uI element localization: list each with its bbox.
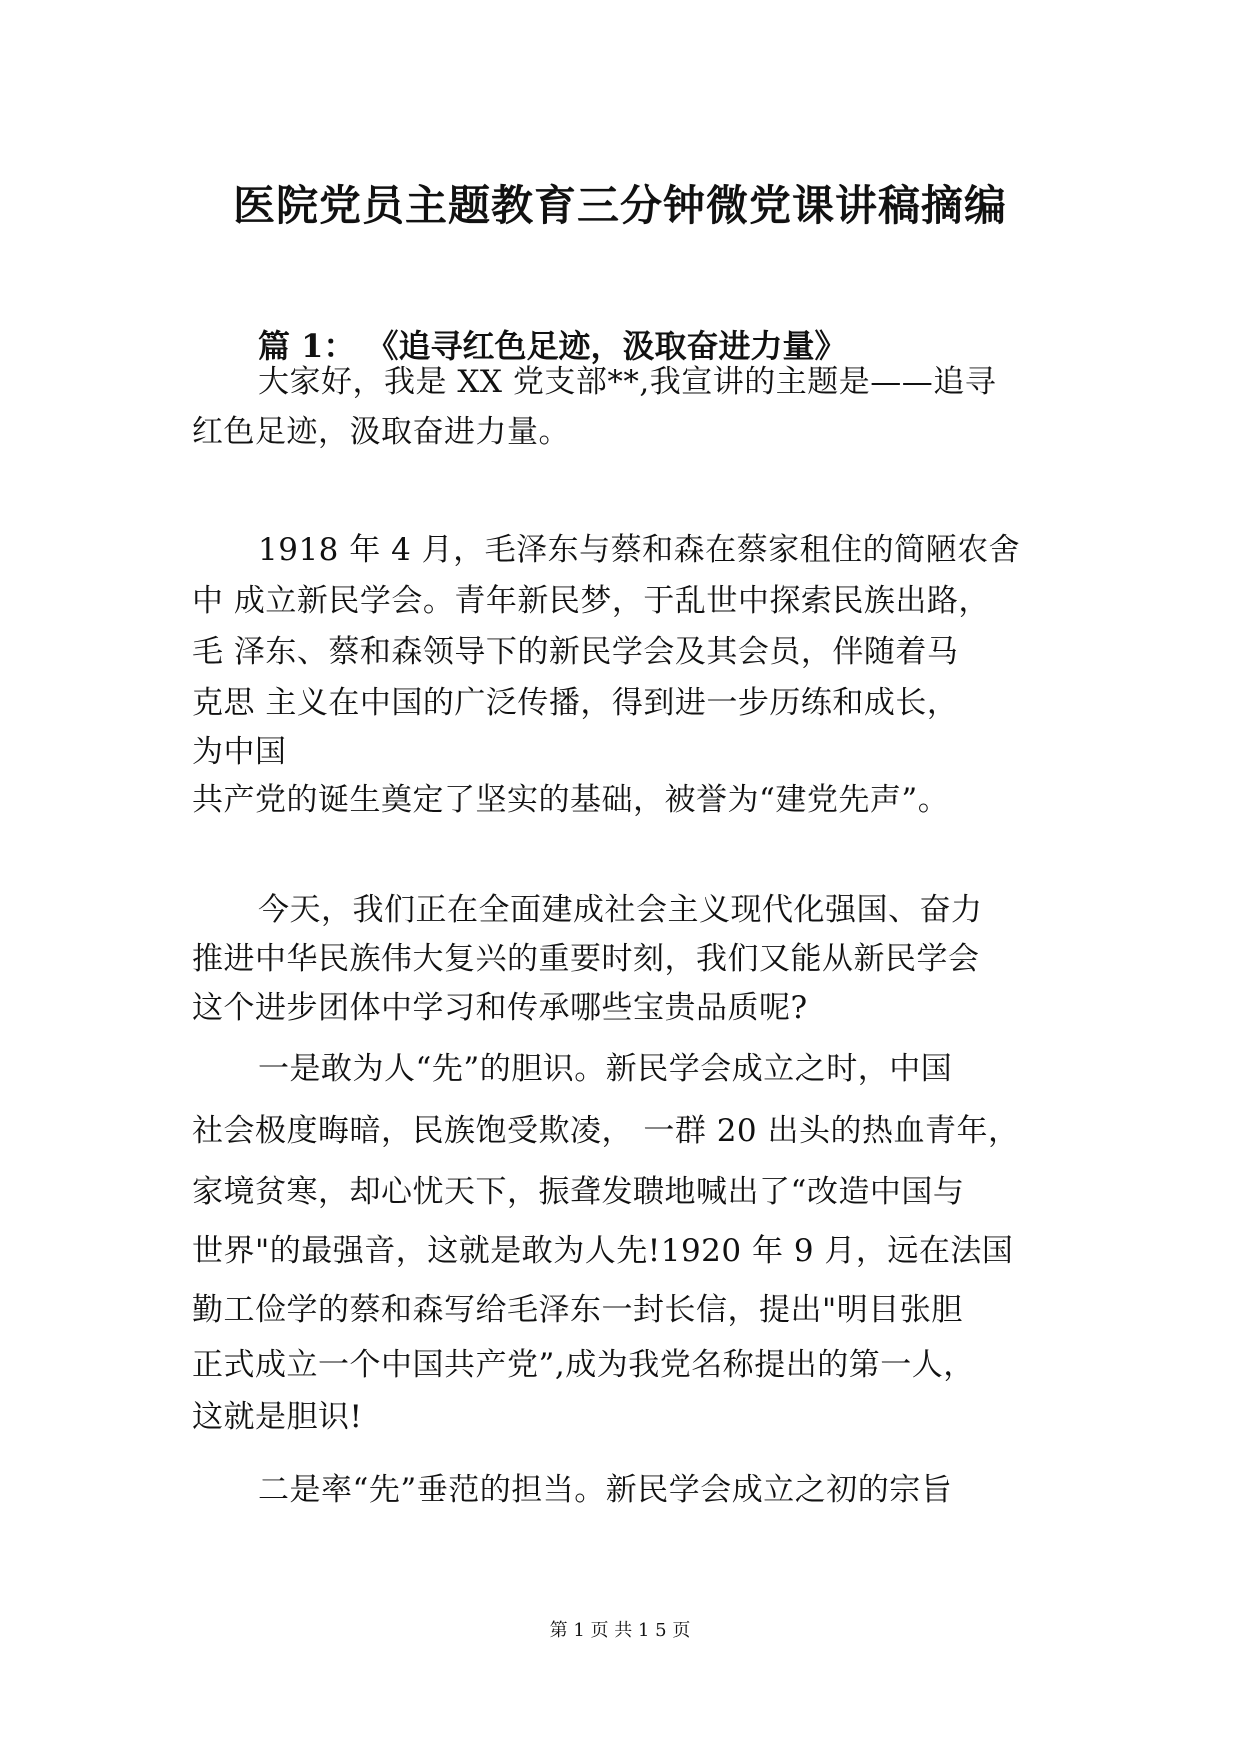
text-line: 克思 主义在中国的广泛传播，得到进一步历练和成长， [192, 685, 959, 721]
text-line: 为中国 [192, 734, 287, 770]
section-heading: 篇 1： 《追寻红色足迹，汲取奋进力量》 [258, 327, 847, 365]
page-footer: 第 1 页 共 1 5 页 [549, 1620, 691, 1641]
text-line: 1918 年 4 月，毛泽东与蔡和森在蔡家租住的简陋农舍 [258, 532, 1021, 568]
text-line: 正式成立一个中国共产党”,成为我党名称提出的第一人， [192, 1347, 975, 1383]
text-line: 社会极度晦暗，民族饱受欺凌， 一群 20 出头的热血青年， [192, 1113, 1020, 1149]
text-line: 世界"的最强音，这就是敢为人先!1920 年 9 月，远在法国 [192, 1233, 1014, 1269]
text-line: 二是率“先”垂范的担当。新民学会成立之初的宗旨 [258, 1472, 953, 1508]
text-line: 毛 泽东、蔡和森领导下的新民学会及其会员，伴随着马 [192, 634, 959, 670]
document-title: 医院党员主题教育三分钟微党课讲稿摘编 [232, 181, 1007, 230]
text-line: 一是敢为人“先”的胆识。新民学会成立之时，中国 [258, 1051, 953, 1087]
text-line: 共产党的诞生奠定了坚实的基础，被誉为“建党先声”。 [192, 782, 950, 818]
text-line: 中 成立新民学会。青年新民梦，于乱世中探索民族出路， [192, 583, 990, 619]
text-line: 这就是胆识! [192, 1399, 363, 1435]
text-line: 勤工俭学的蔡和森写给毛泽东一封长信，提出"明目张胆 [192, 1292, 963, 1328]
text-line: 红色足迹，汲取奋进力量。 [192, 414, 570, 450]
text-line: 推进中华民族伟大复兴的重要时刻，我们又能从新民学会 [192, 941, 980, 977]
text-line: 大家好，我是 XX 党支部**,我宣讲的主题是——追寻 [258, 364, 997, 400]
text-line: 这个进步团体中学习和传承哪些宝贵品质呢? [192, 990, 808, 1026]
text-line: 今天，我们正在全面建成社会主义现代化强国、奋力 [258, 892, 983, 928]
text-line: 家境贫寒，却心忧天下，振聋发聩地喊出了“改造中国与 [192, 1174, 965, 1210]
